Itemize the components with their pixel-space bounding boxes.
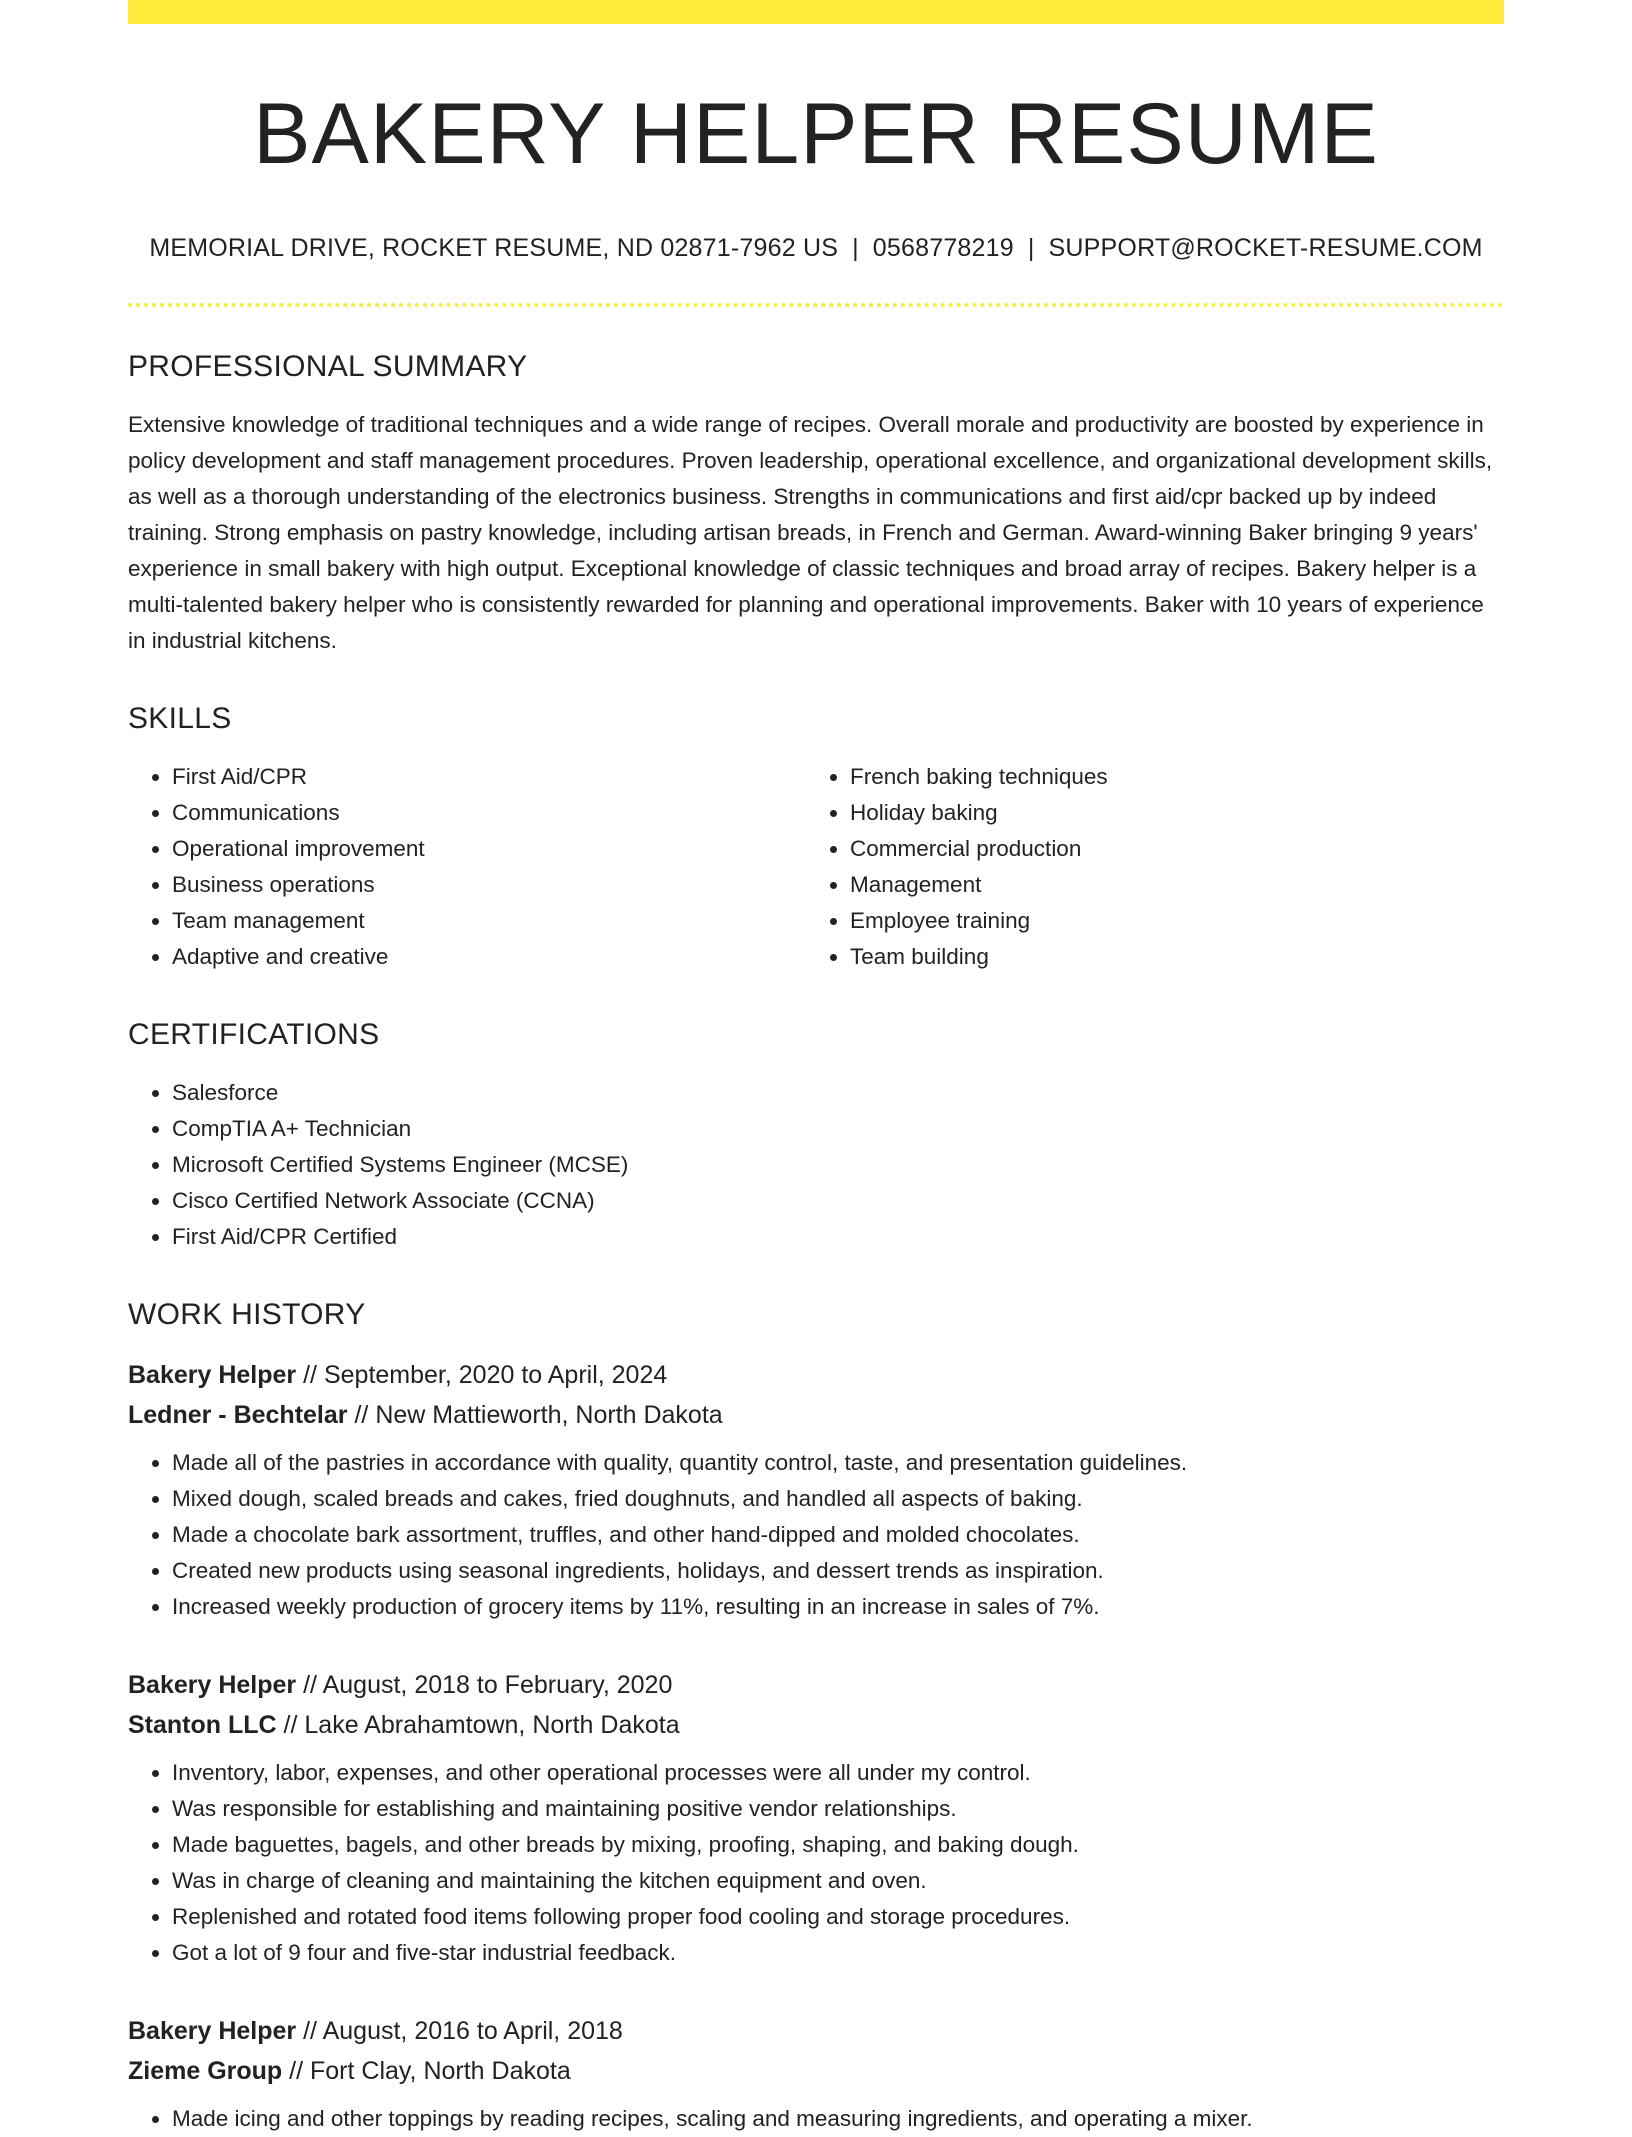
job-role-line bbox=[128, 1355, 1504, 1395]
resume-title: BAKERY HELPER RESUME bbox=[253, 86, 1379, 182]
job-role-line bbox=[128, 2011, 1504, 2051]
job-role: Bakery Helper bbox=[128, 1361, 297, 1389]
certifications-list bbox=[128, 1075, 1504, 1255]
skill-item: • Team building bbox=[850, 939, 1484, 975]
top-accent-bar bbox=[128, 0, 1504, 24]
job-bullets bbox=[128, 1755, 1504, 1971]
skill-item: • Team management bbox=[172, 903, 806, 939]
certification-item: • CompTIA A+ Technician bbox=[172, 1111, 1504, 1147]
job-bullet: • Made icing and other toppings by reading recipes, scaling and measuring ingredients, and operating a mixer. bbox=[172, 2101, 1504, 2137]
skill-item: • Business operations bbox=[172, 867, 806, 903]
job-bullet: • Got a lot of 9 four and five-star industrial feedback. bbox=[172, 1935, 1504, 1971]
contact-separator: | bbox=[852, 234, 859, 262]
job-bullet: • Was in charge of cleaning and maintaining the kitchen equipment and oven. bbox=[172, 1863, 1504, 1899]
certification-item: • Microsoft Certified Systems Engineer (MCSE) bbox=[172, 1147, 1504, 1183]
job-bullets bbox=[128, 1445, 1504, 1625]
job-bullet: • Mixed dough, scaled breads and cakes, fried doughnuts, and handled all aspects of baking. bbox=[172, 1481, 1504, 1517]
skill-item: • Holiday baking bbox=[850, 795, 1484, 831]
summary-text: Extensive knowledge of traditional techniques and a wide range of recipes. Overall morale and productivity are boosted by experience in policy development and staff management procedures. Proven leadership, operational excellence, and organizational development skills, as well as a thorough understanding of the electronics business. Strengths in communications and first aid/cpr backed up by indeed training. Strong emphasis on pastry knowledge, including artisan breads, in French and German. Award-winning Baker bringing 9 years' experience in small bakery with high output. Exceptional knowledge of classic techniques and broad array of recipes. Bakery helper is a multi-talented bakery helper who is consistently rewarded for planning and operational improvements. Baker with 10 years of experience in industrial kitchens. bbox=[128, 412, 1493, 653]
section-title-work-history: WORK HISTORY bbox=[128, 1298, 366, 1331]
job-bullets bbox=[128, 2101, 1504, 2137]
job-entry bbox=[128, 1355, 1504, 1625]
section-title-summary: PROFESSIONAL SUMMARY bbox=[128, 350, 528, 383]
certification-item: • Salesforce bbox=[172, 1075, 1504, 1111]
skills-column-left bbox=[128, 759, 806, 975]
skills-columns bbox=[128, 759, 1504, 975]
job-company-line bbox=[128, 1395, 1504, 1435]
job-location: New Mattieworth, North Dakota bbox=[375, 1401, 723, 1429]
job-separator: // bbox=[303, 2017, 318, 2045]
job-bullet: • Was responsible for establishing and maintaining positive vendor relationships. bbox=[172, 1791, 1504, 1827]
job-separator: // bbox=[289, 2057, 304, 2085]
job-dates: August, 2018 to February, 2020 bbox=[322, 1671, 673, 1699]
job-company: Stanton LLC bbox=[128, 1711, 277, 1739]
job-separator: // bbox=[354, 1401, 369, 1429]
job-entry bbox=[128, 1665, 1504, 1971]
job-company-line bbox=[128, 2051, 1504, 2091]
skills-column-right bbox=[806, 759, 1484, 975]
skill-item: • Communications bbox=[172, 795, 806, 831]
skill-item: • First Aid/CPR bbox=[172, 759, 806, 795]
job-location: Lake Abrahamtown, North Dakota bbox=[304, 1711, 680, 1739]
contact-line bbox=[128, 234, 1504, 263]
job-role: Bakery Helper bbox=[128, 2017, 297, 2045]
job-bullet: • Made a chocolate bark assortment, truffles, and other hand-dipped and molded chocolates. bbox=[172, 1517, 1504, 1553]
contact-separator: | bbox=[1027, 234, 1035, 262]
job-company: Ledner - Bechtelar bbox=[128, 1401, 348, 1429]
skills-list-right bbox=[806, 759, 1484, 975]
skill-item: • Operational improvement bbox=[172, 831, 806, 867]
job-dates: September, 2020 to April, 2024 bbox=[323, 1361, 668, 1389]
contact-phone: 0568778219 bbox=[872, 234, 1014, 262]
resume-page bbox=[128, 0, 1504, 2137]
certification-item: • First Aid/CPR Certified bbox=[172, 1219, 1504, 1255]
job-separator: // bbox=[303, 1671, 318, 1699]
job-bullet: • Created new products using seasonal ingredients, holidays, and dessert trends as inspiration. bbox=[172, 1553, 1504, 1589]
job-bullet: • Inventory, labor, expenses, and other operational processes were all under my control. bbox=[172, 1755, 1504, 1791]
dotted-divider bbox=[128, 303, 1504, 307]
job-bullet: • Replenished and rotated food items following proper food cooling and storage procedures. bbox=[172, 1899, 1504, 1935]
section-title-skills: SKILLS bbox=[128, 702, 232, 735]
contact-email: SUPPORT@ROCKET-RESUME.COM bbox=[1048, 234, 1483, 262]
certification-item: • Cisco Certified Network Associate (CCNA) bbox=[172, 1183, 1504, 1219]
section-title-certifications: CERTIFICATIONS bbox=[128, 1018, 380, 1051]
skill-item: • Commercial production bbox=[850, 831, 1484, 867]
job-entry bbox=[128, 2011, 1504, 2137]
job-bullet: • Made baguettes, bagels, and other breads by mixing, proofing, shaping, and baking dough. bbox=[172, 1827, 1504, 1863]
skill-item: • French baking techniques bbox=[850, 759, 1484, 795]
skill-item: • Management bbox=[850, 867, 1484, 903]
job-role-line bbox=[128, 1665, 1504, 1705]
skill-item: • Employee training bbox=[850, 903, 1484, 939]
skill-item: • Adaptive and creative bbox=[172, 939, 806, 975]
job-company: Zieme Group bbox=[128, 2057, 283, 2085]
skills-list-left bbox=[128, 759, 806, 975]
job-location: Fort Clay, North Dakota bbox=[310, 2057, 571, 2085]
job-role: Bakery Helper bbox=[128, 1671, 297, 1699]
job-bullet: • Increased weekly production of grocery items by 11%, resulting in an increase in sales of 7%. bbox=[172, 1589, 1504, 1625]
job-company-line bbox=[128, 1705, 1504, 1745]
job-separator: // bbox=[283, 1711, 298, 1739]
contact-address: MEMORIAL DRIVE, ROCKET RESUME, ND 02871-7962 US bbox=[149, 234, 839, 262]
job-separator: // bbox=[303, 1361, 318, 1389]
job-bullet: • Made all of the pastries in accordance with quality, quantity control, taste, and presentation guidelines. bbox=[172, 1445, 1504, 1481]
job-dates: August, 2016 to April, 2018 bbox=[322, 2017, 623, 2045]
